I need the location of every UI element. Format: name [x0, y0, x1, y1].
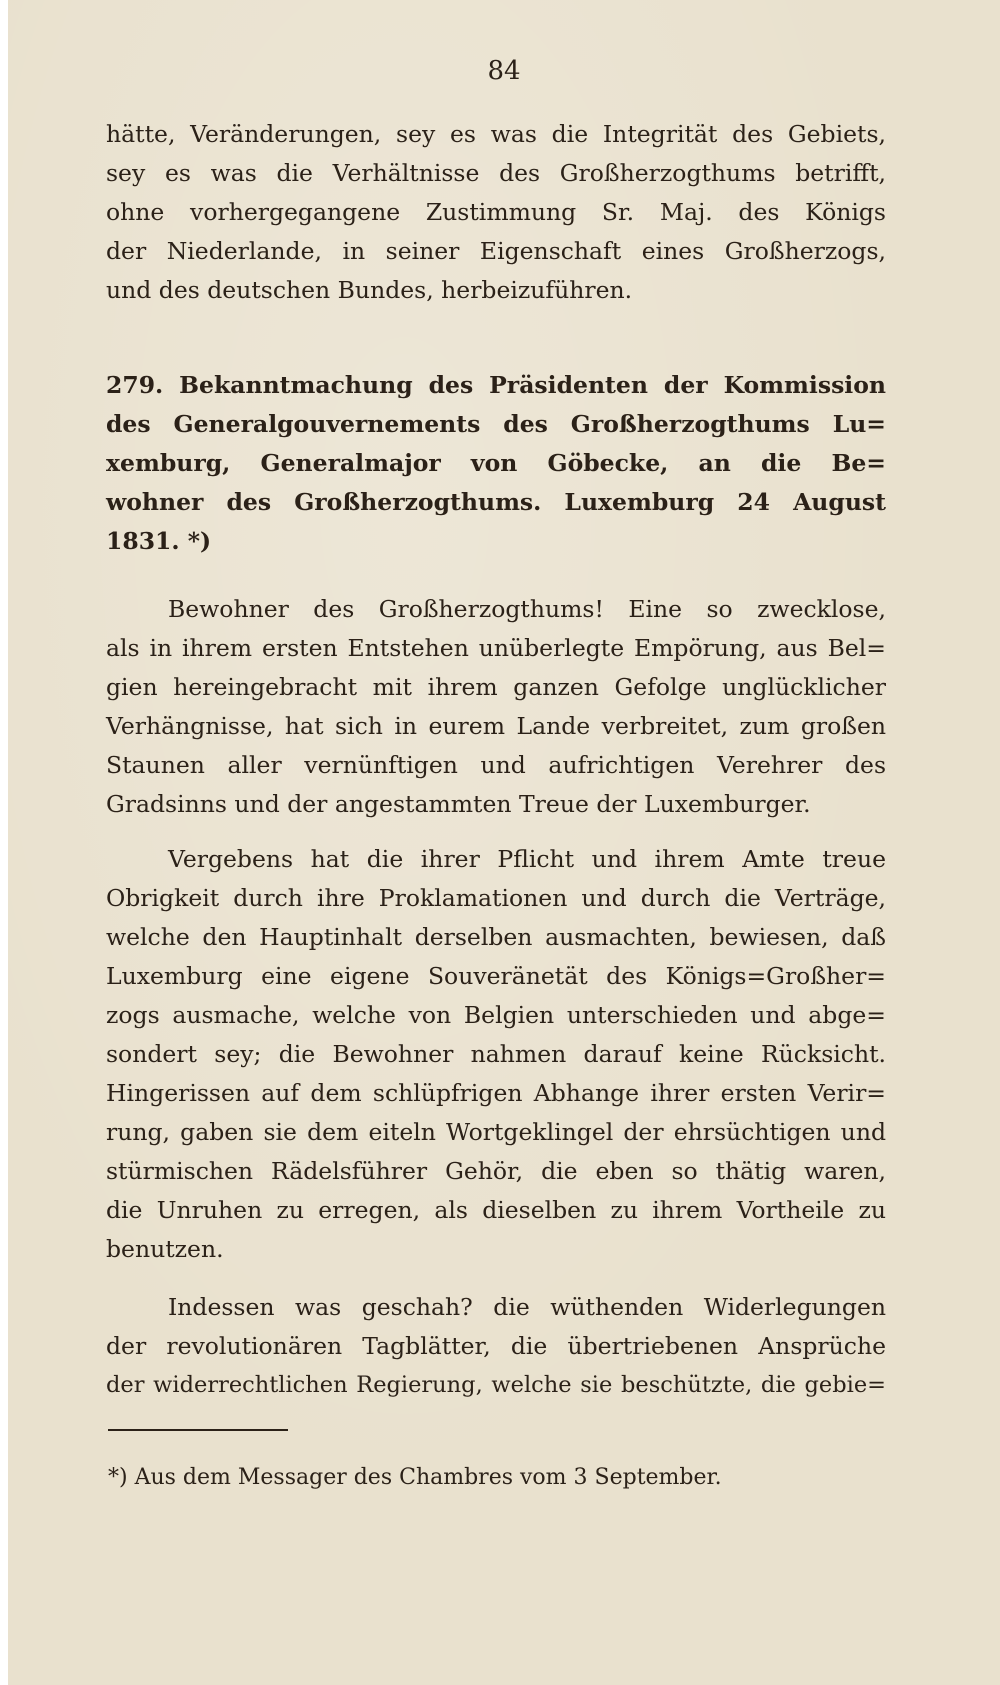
text-line: gien hereingebracht mit ihrem ganzen Gefolge unglücklicher [106, 673, 886, 701]
text-line: sondert sey; die Bewohner nahmen darauf keine Rücksicht. [106, 1040, 886, 1068]
text-line: welche den Hauptinhalt derselben ausmachten, bewiesen, daß [106, 923, 886, 951]
heading-line: xemburg, Generalmajor von Göbecke, an die Be= [106, 449, 886, 477]
paragraph [106, 840, 886, 1269]
paragraph [106, 1288, 886, 1405]
heading-line: des Generalgouvernements des Großherzogthums Lu= [106, 410, 886, 438]
text-line: rung, gaben sie dem eiteln Wortgeklingel der ehrsüchtigen und [106, 1118, 886, 1146]
text-line: Bewohner des Großherzogthums! Eine so zwecklose, [168, 595, 886, 623]
text-line: hätte, Veränderungen, sey es was die Integrität des Gebiets, [106, 120, 886, 148]
section-heading [106, 366, 886, 561]
text-line: der widerrechtlichen Regierung, welche sie beschützte, die gebie= [106, 1372, 886, 1398]
text-line: stürmischen Rädelsführer Gehör, die eben so thätig waren, [106, 1157, 886, 1185]
text-line: die Unruhen zu erregen, als dieselben zu ihrem Vortheile zu [106, 1196, 886, 1224]
heading-line: 1831. *) [106, 527, 212, 555]
paragraph-continuation [106, 115, 886, 310]
text-line: Indessen was geschah? die wüthenden Widerlegungen [168, 1293, 886, 1321]
text-line: benutzen. [106, 1235, 224, 1263]
text-line: zogs ausmache, welche von Belgien unterschieden und abge= [106, 1001, 886, 1029]
text-line: Luxemburg eine eigene Souveränetät des Königs=Großher= [106, 962, 886, 990]
text-line: und des deutschen Bundes, herbeizuführen. [106, 276, 633, 304]
text-line: Vergebens hat die ihrer Pflicht und ihrem Amte treue [168, 845, 886, 873]
text-line: sey es was die Verhältnisse des Großherzogthums betrifft, [106, 159, 886, 187]
book-page [8, 0, 1000, 1685]
footnote: *) Aus dem Messager des Chambres vom 3 September. [108, 1465, 722, 1490]
footnote-divider [108, 1429, 288, 1431]
paragraph [106, 590, 886, 824]
heading-line: 279. Bekanntmachung des Präsidenten der Kommission [106, 371, 886, 399]
heading-line: wohner des Großherzogthums. Luxemburg 24 August [106, 488, 886, 516]
page-number: 84 [487, 56, 521, 86]
text-line: Hingerissen auf dem schlüpfrigen Abhange ihrer ersten Verir= [106, 1079, 886, 1107]
text-line: Gradsinns und der angestammten Treue der Luxemburger. [106, 790, 811, 818]
text-line: Obrigkeit durch ihre Proklamationen und durch die Verträge, [106, 884, 886, 912]
text-line: Verhängnisse, hat sich in eurem Lande verbreitet, zum großen [106, 712, 886, 740]
text-line: der revolutionären Tagblätter, die übertriebenen Ansprüche [106, 1332, 886, 1360]
text-line: der Niederlande, in seiner Eigenschaft eines Großherzogs, [106, 237, 886, 265]
text-line: als in ihrem ersten Entstehen unüberlegte Empörung, aus Bel= [106, 634, 886, 662]
text-line: ohne vorhergegangene Zustimmung Sr. Maj. des Königs [106, 198, 886, 226]
text-line: Staunen aller vernünftigen und aufrichtigen Verehrer des [106, 751, 886, 779]
